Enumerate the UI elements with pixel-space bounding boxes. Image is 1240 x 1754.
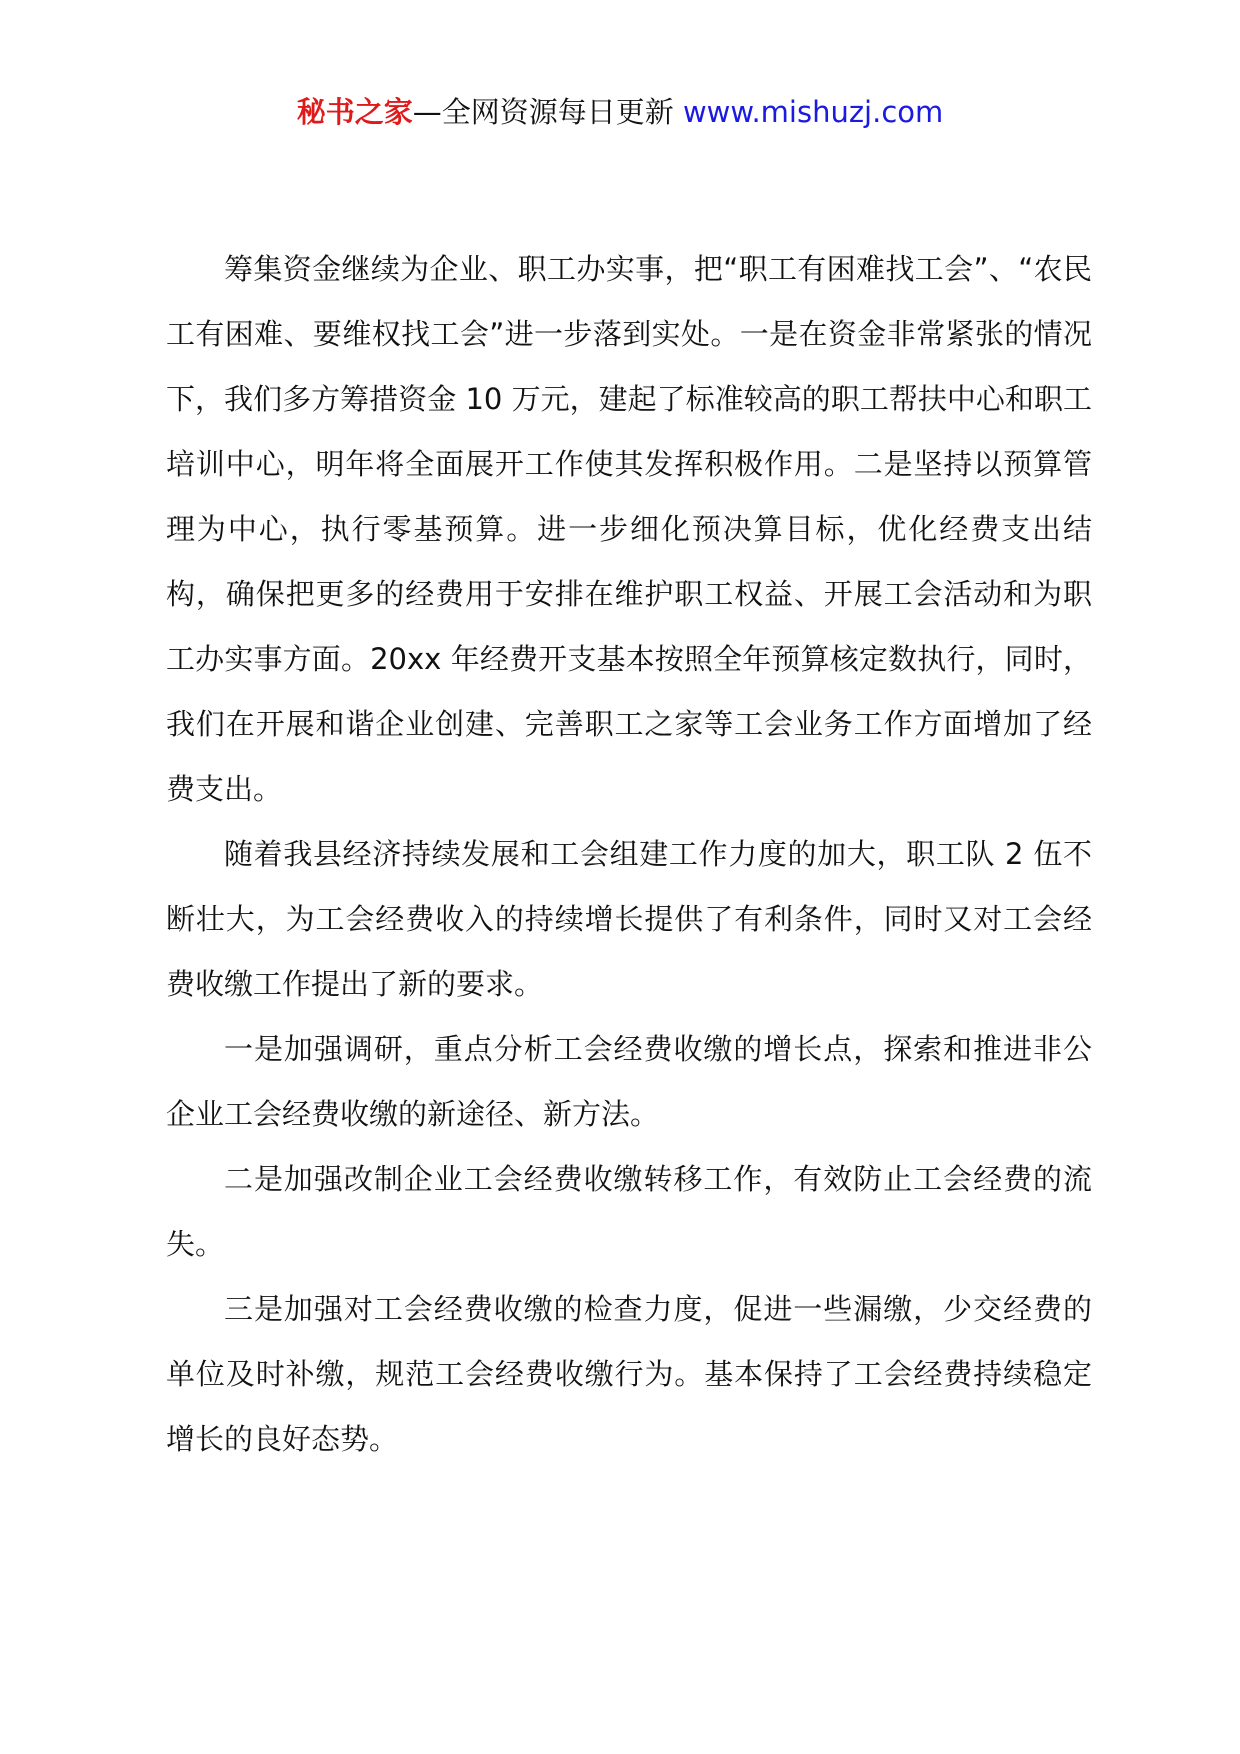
paragraph-point-two: 二是加强改制企业工会经费收缴转移工作，有效防止工会经费的流失。 — [166, 1162, 1092, 1261]
paragraph-point-one: 一是加强调研，重点分析工会经费收缴的增长点，探索和推进非公企业工会经费收缴的新途径、新方法。 — [166, 1032, 1092, 1131]
paragraph-funding: 筹集资金继续为企业、职工办实事，把“职工有困难找工会”、“农民工有困难、要维权找工会”进一步落到实处。一是在资金非常紧张的情况下，我们多方筹措资金 10 万元，建起了标准较高的职工帮扶中心和职工培训中心，明年将全面展开工作使其发挥积极作用。二是坚持以预算管理为中心，执行零基预算。进一步细化预决算目标，优化经费支出结构，确保把更多的经费用于安排在维护职工权益、开展工会活动和为职工办实事方面。20xx 年经费开支基本按照全年预算核定数执行，同时，我们在开展和谐企业创建、完善职工之家等工会业务工作方面增加了经费支出。 — [166, 252, 1092, 806]
site-name: 秘书之家 — [296, 95, 413, 129]
site-url-link[interactable]: www.mishuzj.com — [682, 95, 944, 129]
header-tagline: —全网资源每日更新 — [412, 95, 683, 129]
paragraph-point-three: 三是加强对工会经费收缴的检查力度，促进一些漏缴，少交经费的单位及时补缴，规范工会经费收缴行为。基本保持了工会经费持续稳定增长的良好态势。 — [166, 1292, 1092, 1456]
paragraph-growth: 随着我县经济持续发展和工会组建工作力度的加大，职工队 2 伍不断壮大，为工会经费收入的持续增长提供了有利条件，同时又对工会经费收缴工作提出了新的要求。 — [166, 837, 1092, 1001]
page-header — [0, 92, 1240, 132]
document-body — [166, 237, 1092, 1472]
